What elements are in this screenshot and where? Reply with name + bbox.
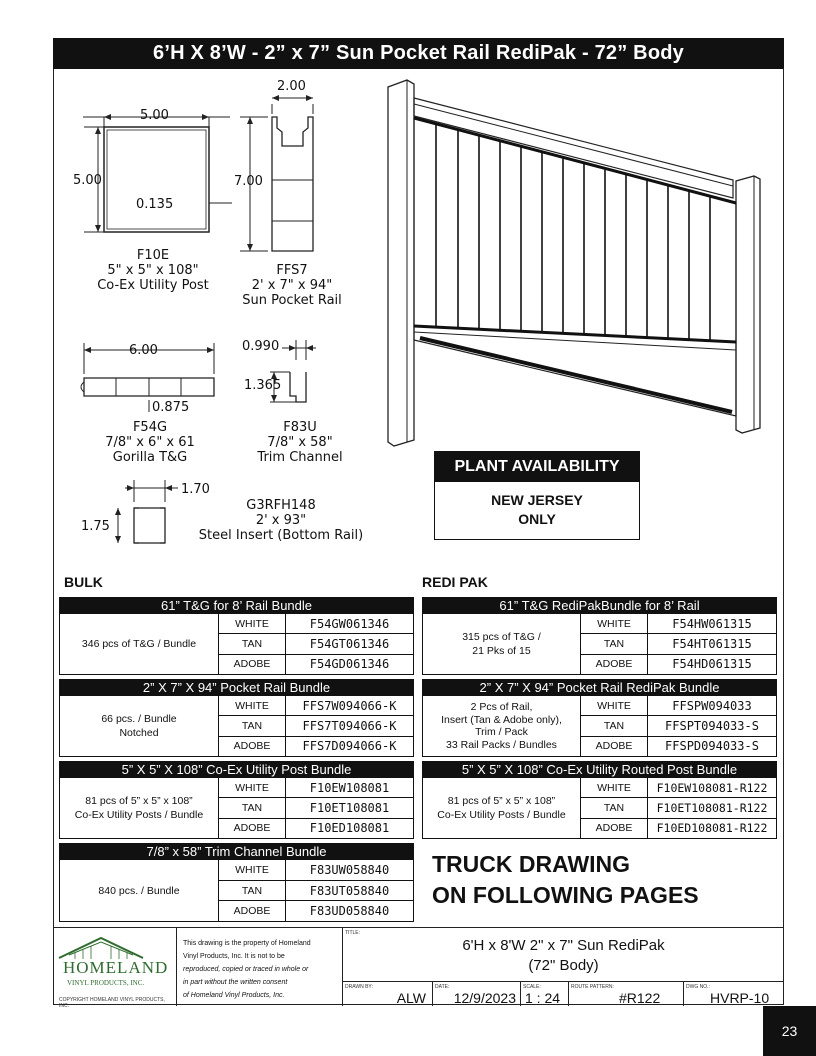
drawing-number-value: HVRP-10 <box>710 990 770 1006</box>
bundle-description: 346 pcs of T&G / Bundle <box>60 614 219 674</box>
color-label: ADOBE <box>219 901 286 921</box>
ffs7-size: 2' x 7" x 94" <box>251 278 333 293</box>
plant-line-2: ONLY <box>518 511 556 527</box>
color-label: ADOBE <box>581 819 648 838</box>
bundle-row-tan <box>219 634 413 654</box>
bundle-row-adobe <box>219 655 413 674</box>
bundle-row-white <box>581 778 776 798</box>
title-block <box>53 927 784 1009</box>
bundle-row-white <box>581 696 776 716</box>
plant-availability-heading: PLANT AVAILABILITY <box>435 452 639 482</box>
drawing-title-cell <box>343 928 784 982</box>
bundle-description: 315 pcs of T&G / 21 Pks of 15 <box>423 614 581 674</box>
color-label: TAN <box>219 634 286 653</box>
scale-label: SCALE: <box>523 984 541 990</box>
f10e-width-dim: 5.00 <box>140 108 169 123</box>
ffs7-width-dim: 2.00 <box>277 79 306 94</box>
f10e-size: 5" x 5" x 108" <box>107 263 199 278</box>
f54g-size: 7/8" x 6" x 61 <box>105 435 195 450</box>
drawing-title-line-1: 6'H x 8'W 2" x 7" Sun RediPak <box>462 937 665 954</box>
plant-availability-body <box>435 482 639 529</box>
part-code: FFS7T094066-K <box>302 718 397 733</box>
f83u-b-dim: 1.365 <box>244 378 282 393</box>
color-label: WHITE <box>219 860 286 880</box>
date-cell <box>433 982 521 1006</box>
notice-line-3: reproduced, copied or traced in whole or <box>183 966 309 973</box>
bundle-description: 840 pcs. / Bundle <box>60 860 219 921</box>
copyright-text: COPYRIGHT HOMELAND VINYL PRODUCTS, INC. <box>59 997 165 1009</box>
part-code: F10ED108081 <box>309 821 390 836</box>
g3rfh-size: 2' x 93" <box>255 513 307 528</box>
bundle-description: 66 pcs. / Bundle Notched <box>60 696 219 756</box>
page-number: 23 <box>763 1006 816 1056</box>
g3rfh-code: G3RFH148 <box>246 498 316 513</box>
color-label: TAN <box>581 634 648 653</box>
part-code: F54HT061315 <box>672 636 752 651</box>
notice-line-2: Vinyl Products, Inc. It is not to be <box>183 953 285 960</box>
bundle-row-adobe <box>219 901 413 921</box>
route-pattern-value: #R122 <box>619 990 661 1006</box>
f10e-thickness-dim: 0.135 <box>136 197 174 212</box>
f10e-profile-drawing <box>83 117 232 232</box>
part-code: F54HD061315 <box>672 657 752 672</box>
date-value: 12/9/2023 <box>453 990 516 1006</box>
color-label: TAN <box>219 798 286 817</box>
route-pattern-label: ROUTE PATTERN: <box>571 984 614 990</box>
ffs7-name: Sun Pocket Rail <box>242 293 342 308</box>
color-label: ADOBE <box>219 655 286 674</box>
bundle-row-adobe <box>581 819 776 838</box>
f54g-thickness-dim: 0.875 <box>152 400 190 415</box>
bundle-row-white <box>581 614 776 634</box>
redipak-bundle-tg <box>422 597 777 675</box>
bundle-description: 81 pcs of 5” x 5” x 108” Co-Ex Utility Posts / Bundle <box>423 778 581 838</box>
part-code: F10EW108081 <box>309 780 390 795</box>
color-label: TAN <box>581 716 648 735</box>
logo-wordmark: HOMELAND <box>63 958 169 977</box>
bundle-title: 5” X 5” X 108” Co-Ex Utility Post Bundle <box>60 762 413 778</box>
part-code: FFSPT094033-S <box>665 718 759 733</box>
f83u-name: Trim Channel <box>257 450 343 465</box>
part-code: F83UW058840 <box>309 862 390 877</box>
bundle-row-tan <box>581 634 776 654</box>
bundle-description: 81 pcs of 5” x 5” x 108” Co-Ex Utility Posts / Bundle <box>60 778 219 838</box>
color-label: WHITE <box>219 778 286 797</box>
f83u-size: 7/8" x 58" <box>267 435 333 450</box>
g3rfh-name: Steel Insert (Bottom Rail) <box>198 528 364 543</box>
part-code: FFSPW094033 <box>672 698 752 713</box>
color-label: WHITE <box>581 778 648 797</box>
bundle-row-tan <box>581 716 776 736</box>
bundle-row-white <box>219 778 413 798</box>
part-code: F54GD061346 <box>309 657 390 672</box>
logo-cell <box>53 928 177 1009</box>
g3rfh-label <box>190 498 372 543</box>
color-label: ADOBE <box>581 655 648 674</box>
bulk-bundle-trim-channel <box>59 843 414 922</box>
logo-subtitle: VINYL PRODUCTS, INC. <box>67 979 145 987</box>
f10e-label <box>83 248 223 293</box>
f10e-name: Co-Ex Utility Post <box>97 278 209 293</box>
color-label: ADOBE <box>581 737 648 756</box>
redipak-section-label: REDI PAK <box>422 574 488 590</box>
bundle-row-adobe <box>581 737 776 756</box>
f83u-code: F83U <box>283 420 317 435</box>
color-label: WHITE <box>219 614 286 633</box>
bundle-title: 7/8” x 58” Trim Channel Bundle <box>60 844 413 860</box>
ffs7-label <box>222 263 362 308</box>
bundle-title: 2” X 7” X 94” Pocket Rail Bundle <box>60 680 413 696</box>
part-code: FFSPD094033-S <box>665 739 759 754</box>
part-code: F10ED108081-R122 <box>656 821 768 836</box>
f54g-code: F54G <box>132 420 168 435</box>
bulk-bundle-utility-post <box>59 761 414 839</box>
color-label: WHITE <box>219 696 286 715</box>
bundle-row-tan <box>581 798 776 818</box>
date-label: DATE: <box>435 984 450 990</box>
color-label: TAN <box>219 716 286 735</box>
part-code: F54GW061346 <box>309 616 390 631</box>
bundle-row-adobe <box>219 737 413 756</box>
page-title: 6’H X 8’W - 2” x 7” Sun Pocket Rail RediPak - 72” Body <box>53 38 784 69</box>
bundle-row-tan <box>219 881 413 902</box>
ffs7-code: FFS7 <box>276 263 308 278</box>
bundle-title: 61” T&G for 8’ Rail Bundle <box>60 598 413 614</box>
part-code: FFS7W094066-K <box>302 698 397 713</box>
part-code: F54HW061315 <box>672 616 752 631</box>
bundle-description: 2 Pcs of Rail, Insert (Tan & Adobe only), Trim / Pack 33 Rail Packs / Bundles <box>423 696 581 756</box>
bundle-title: 61” T&G RediPakBundle for 8’ Rail <box>423 598 776 614</box>
drawing-title <box>343 936 784 976</box>
drawing-number-label: DWG NO.: <box>686 984 710 990</box>
redipak-bundle-pocket-rail <box>422 679 777 757</box>
part-code: F10ET108081-R122 <box>656 800 768 815</box>
bundle-row-white <box>219 614 413 634</box>
bulk-section-label: BULK <box>64 574 103 590</box>
bundle-row-tan <box>219 716 413 736</box>
drawn-by-label: DRAWN BY: <box>345 984 373 990</box>
g3rfh-height-dim: 1.75 <box>81 519 110 534</box>
truck-note-line-2: ON FOLLOWING PAGES <box>432 882 699 908</box>
bulk-bundle-pocket-rail <box>59 679 414 757</box>
f83u-label <box>230 420 370 465</box>
part-code: F83UD058840 <box>309 904 390 919</box>
part-code: F10ET108081 <box>309 800 390 815</box>
bulk-bundle-tg <box>59 597 414 675</box>
color-label: ADOBE <box>219 737 286 756</box>
fence-panel-drawing <box>388 80 760 446</box>
color-label: WHITE <box>581 614 648 633</box>
f54g-name: Gorilla T&G <box>112 450 188 465</box>
truck-note-line-1: TRUCK DRAWING <box>432 851 631 877</box>
bundle-row-white <box>219 860 413 881</box>
notice-line-4: in part without the written consent <box>183 979 288 986</box>
color-label: WHITE <box>581 696 648 715</box>
f54g-width-dim: 6.00 <box>129 343 158 358</box>
redipak-bundle-routed-post <box>422 761 777 839</box>
color-label: ADOBE <box>219 819 286 838</box>
f10e-height-dim: 5.00 <box>73 173 102 188</box>
route-pattern-cell <box>569 982 684 1006</box>
bundle-row-adobe <box>219 819 413 838</box>
drawn-by-value: ALW <box>396 990 426 1006</box>
drawn-by-cell <box>343 982 433 1006</box>
notice-line-5: of Homeland Vinyl Products, Inc. <box>183 992 285 999</box>
f10e-code: F10E <box>136 248 170 263</box>
color-label: TAN <box>581 798 648 817</box>
f83u-a-dim: 0.990 <box>242 339 280 354</box>
bundle-row-adobe <box>581 655 776 674</box>
g3rfh-width-dim: 1.70 <box>181 482 210 497</box>
property-notice <box>177 928 343 1006</box>
fence-board-lines <box>414 118 736 412</box>
part-code: F54GT061346 <box>309 636 390 651</box>
notice-line-1: This drawing is the property of Homeland <box>183 940 311 947</box>
f54g-label <box>80 420 220 465</box>
color-label: TAN <box>219 881 286 901</box>
dimension-arrowheads <box>84 95 313 543</box>
drawing-number-cell <box>684 982 784 1006</box>
bundle-title: 5” X 5” X 108” Co-Ex Utility Routed Post Bundle <box>423 762 776 778</box>
bundle-title: 2” X 7” X 94” Pocket Rail RediPak Bundle <box>423 680 776 696</box>
truck-drawing-note <box>432 849 699 911</box>
plant-availability-box <box>434 451 640 540</box>
scale-value: 1 : 24 <box>525 990 561 1006</box>
plant-line-1: NEW JERSEY <box>491 492 583 508</box>
part-code: F83UT058840 <box>309 883 390 898</box>
bundle-row-white <box>219 696 413 716</box>
title-field-label: TITLE: <box>345 930 361 936</box>
bundle-row-tan <box>219 798 413 818</box>
part-code: FFS7D094066-K <box>302 739 397 754</box>
drawing-title-line-2: (72" Body) <box>528 957 599 974</box>
part-code: F10EW108081-R122 <box>656 780 768 795</box>
scale-cell <box>521 982 569 1006</box>
ffs7-height-dim: 7.00 <box>234 174 263 189</box>
